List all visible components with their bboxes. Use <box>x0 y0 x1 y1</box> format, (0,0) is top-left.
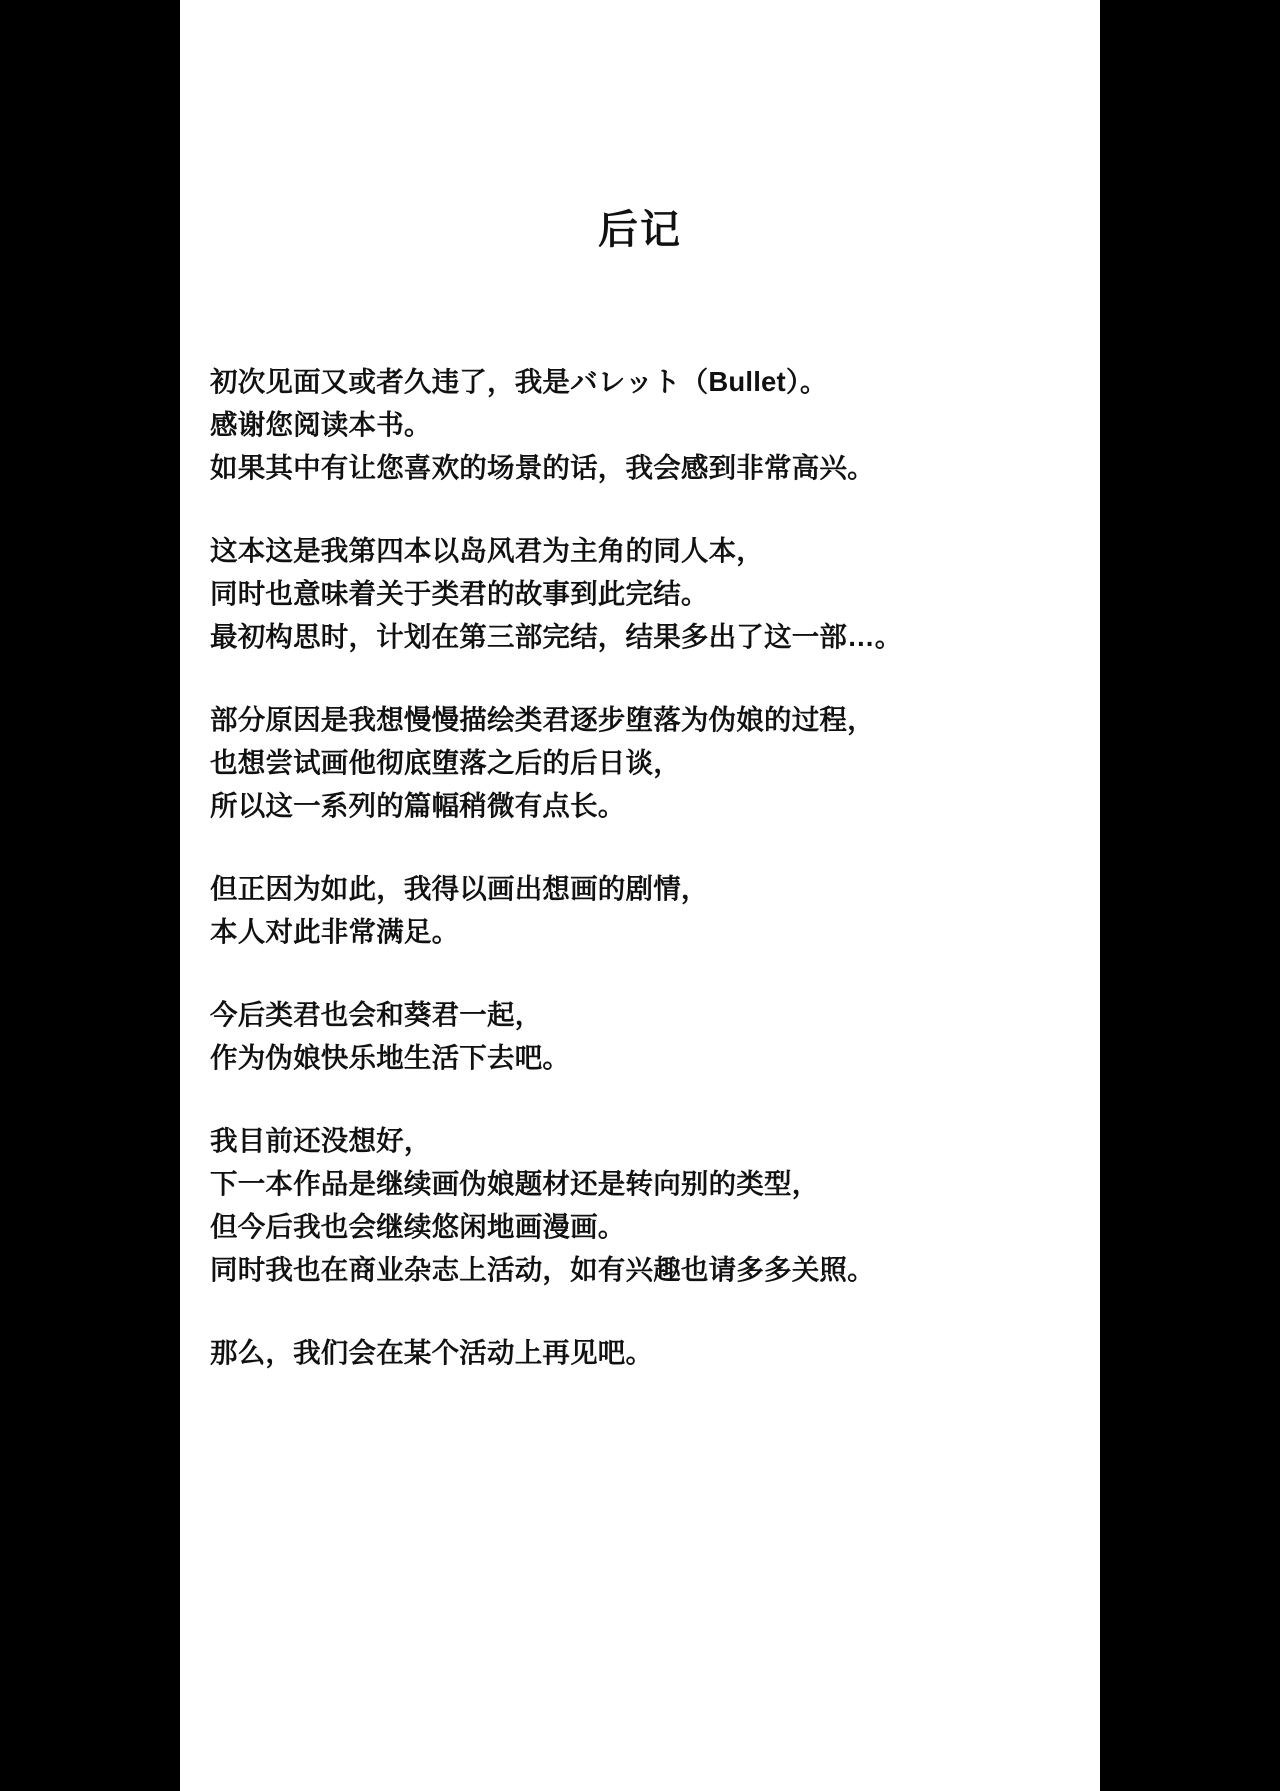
text-line: 部分原因是我想慢慢描绘类君逐步堕落为伪娘的过程， <box>210 704 875 735</box>
paragraph-future-of-characters <box>210 993 1080 1079</box>
text-line: 如果其中有让您喜欢的场景的话，我会感到非常高兴。 <box>210 452 875 483</box>
text-line: 那么，我们会在某个活动上再见吧。 <box>210 1337 654 1368</box>
text-line: 下一本作品是继续画伪娘题材还是转向别的类型， <box>210 1168 820 1199</box>
text-line: 本人对此非常满足。 <box>210 916 460 947</box>
text-line: 同时也意味着关于类君的故事到此完结。 <box>210 578 709 609</box>
text-line: 最初构思时，计划在第三部完结，结果多出了这一部…。 <box>210 621 903 652</box>
text-line: 所以这一系列的篇幅稍微有点长。 <box>210 790 626 821</box>
text-line: 但今后我也会继续悠闲地画漫画。 <box>210 1211 626 1242</box>
text-line: 这本这是我第四本以岛风君为主角的同人本， <box>210 535 764 566</box>
paragraph-satisfaction <box>210 867 1080 953</box>
text-line: 感谢您阅读本书。 <box>210 409 432 440</box>
document-page <box>180 0 1100 1791</box>
text-line: 但正因为如此，我得以画出想画的剧情， <box>210 873 709 904</box>
afterword-text <box>210 360 1080 1374</box>
paragraph-next-work <box>210 1119 1080 1291</box>
text-line: 今后类君也会和葵君一起， <box>210 999 543 1030</box>
text-line: 同时我也在商业杂志上活动，如有兴趣也请多多关照。 <box>210 1254 875 1285</box>
paragraph-reason <box>210 698 1080 827</box>
paragraph-fourth-book <box>210 529 1080 658</box>
text-line: 初次见面又或者久违了，我是バレット（Bullet）。 <box>210 366 828 397</box>
paragraph-greeting <box>210 360 1080 489</box>
text-line: 也想尝试画他彻底堕落之后的后日谈， <box>210 747 681 778</box>
paragraph-closing <box>210 1331 1080 1374</box>
text-line: 作为伪娘快乐地生活下去吧。 <box>210 1042 571 1073</box>
page-title: 后记 <box>598 208 682 252</box>
text-line: 我目前还没想好， <box>210 1125 432 1156</box>
